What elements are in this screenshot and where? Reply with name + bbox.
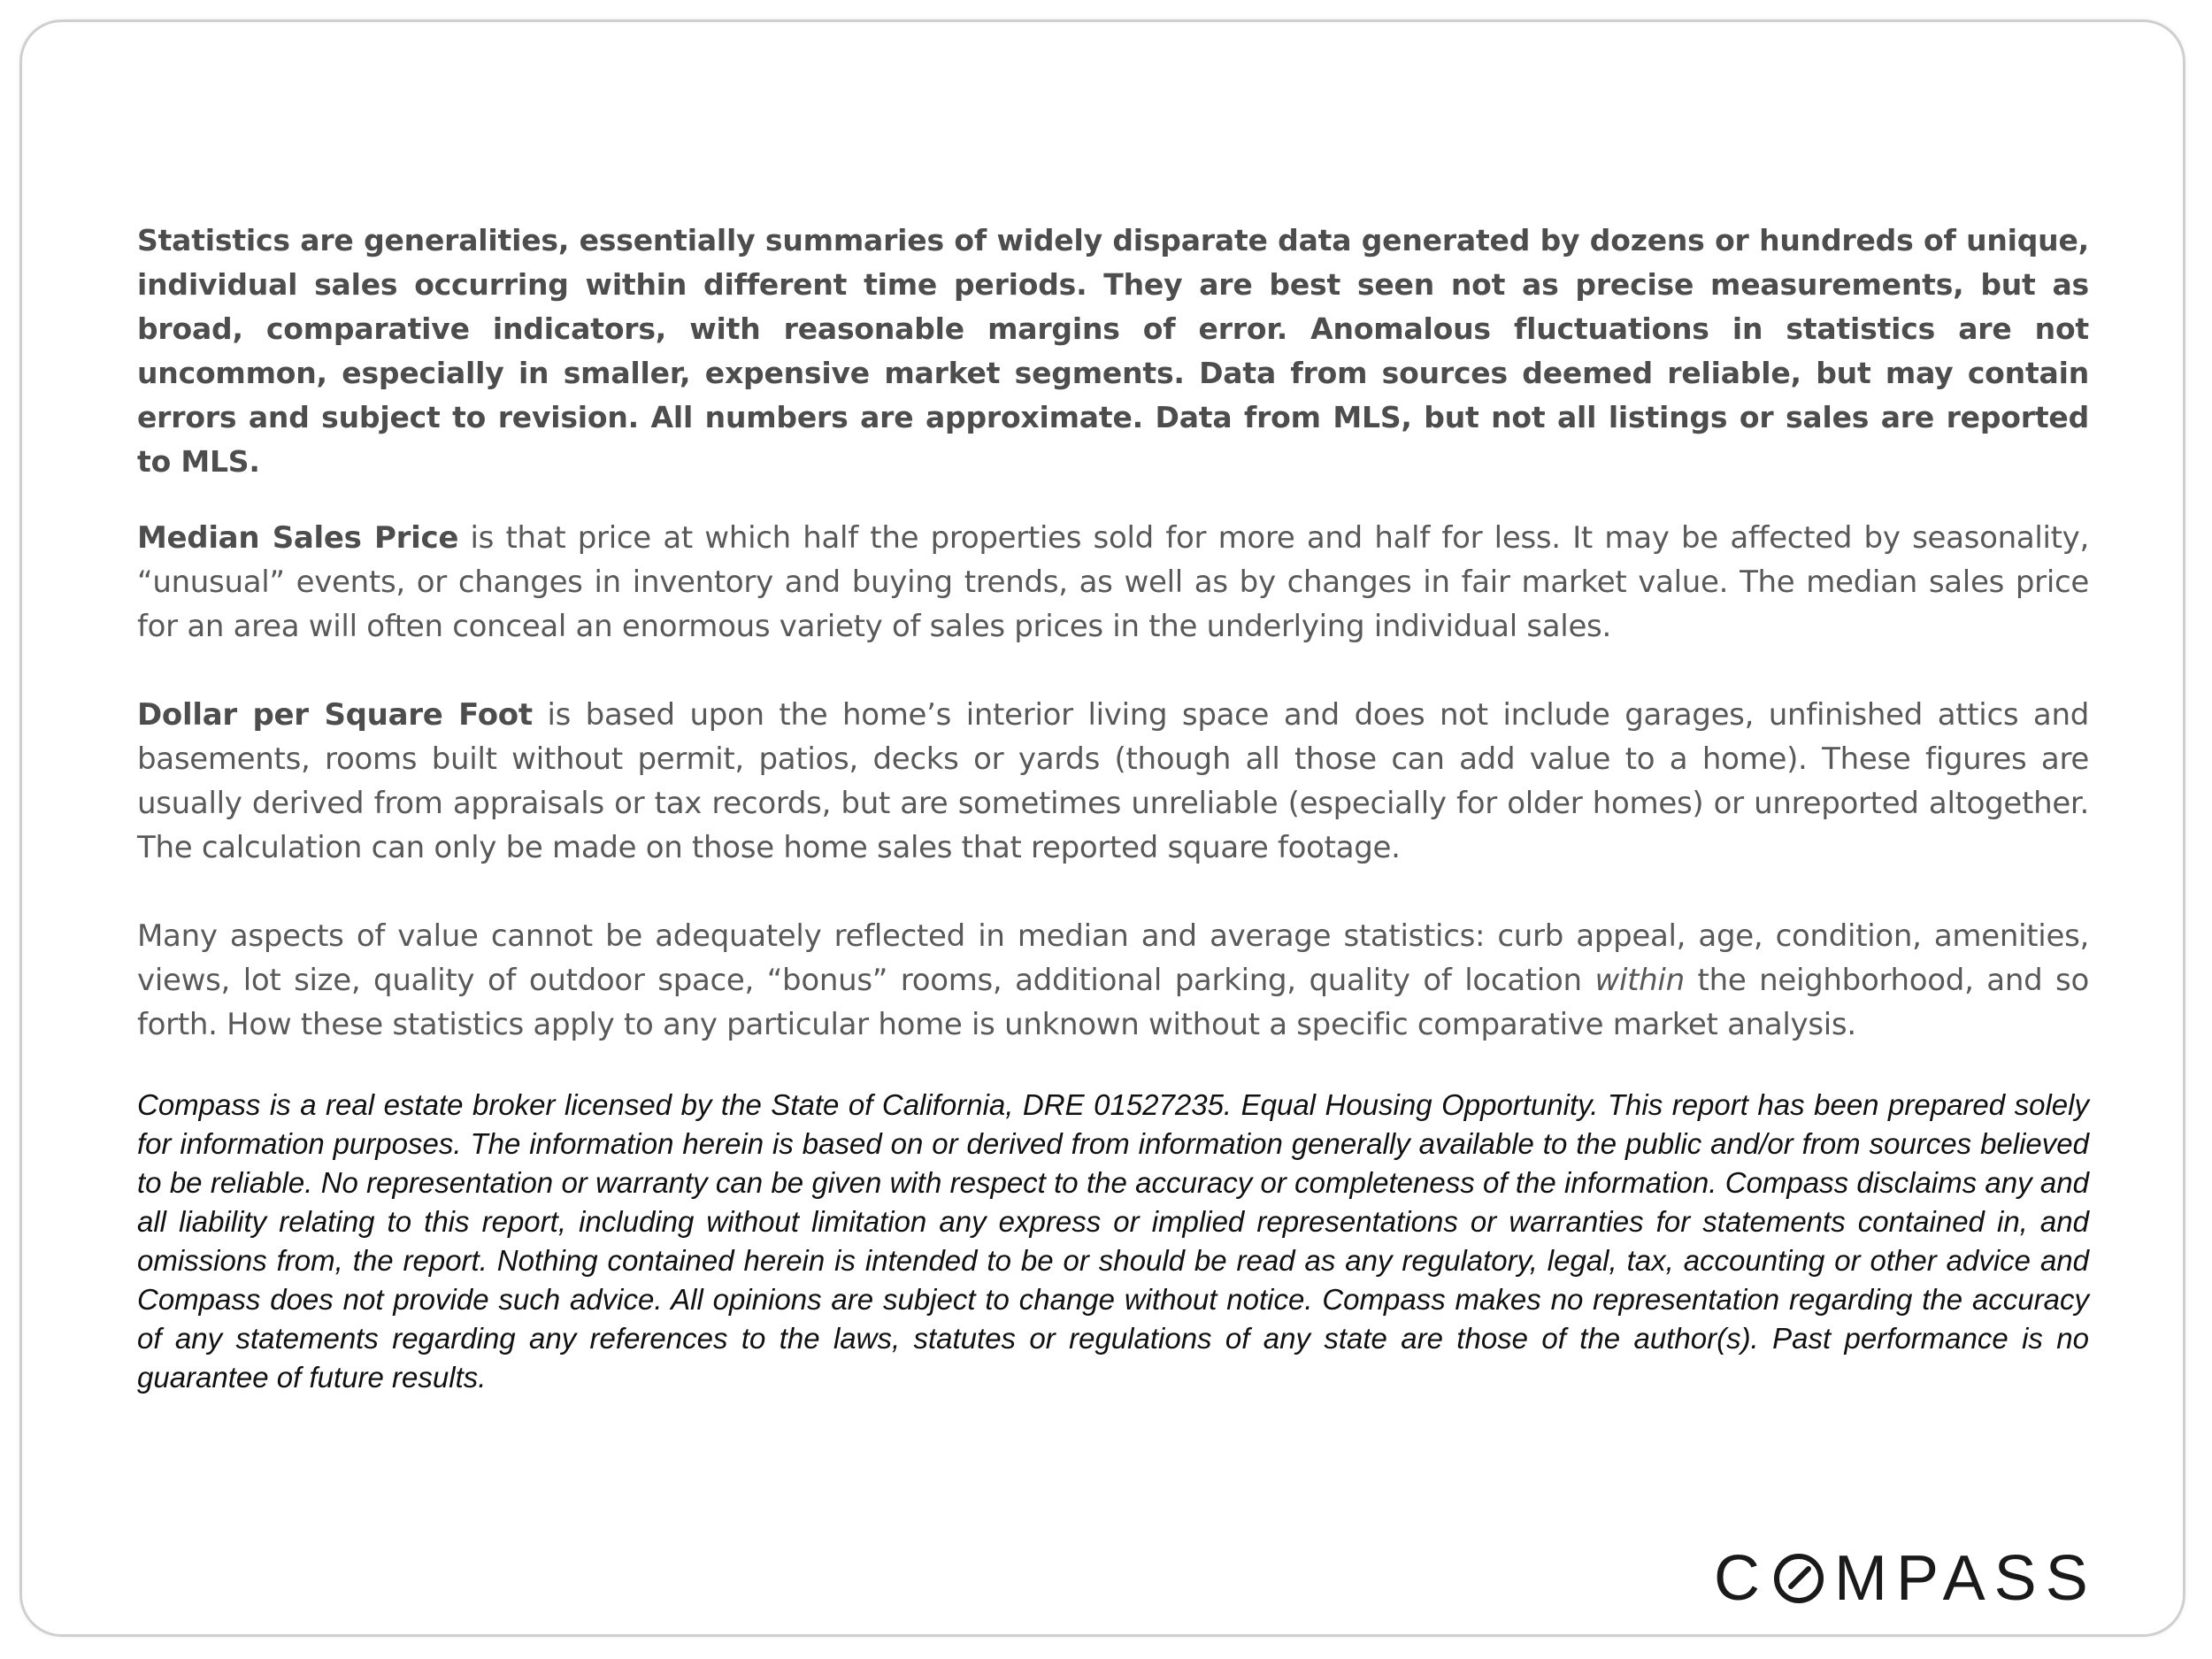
content-area — [137, 219, 2089, 1397]
dollar-per-sqft-term: Dollar per Square Foot — [137, 697, 533, 733]
legal-disclaimer: Compass is a real estate broker licensed by the State of California, DRE 01527235. Equal Housing Opportunity. This report has been prepared solely for information purposes. The information herein is based on or derived from information generally available to the public and/or from sources believed to be reliable. No representation or warranty can be given with respect to the accuracy or completeness of the information. Compass disclaims any and all liability relating to this report, including without limitation any express or implied representations or warranties for statements contained in, and omissions from, the report. Nothing contained herein is intended to be or should be read as any regulatory, legal, tax, accounting or other advice and Compass does not provide such advice. All opinions are subject to change without notice. Compass makes no representation regarding the accuracy of any statements regarding any references to the laws, statutes or regulations of any state are those of the author(s). Past performance is no guarantee of future results. — [137, 1088, 2089, 1394]
median-sales-price-text: is that price at which half the properties sold for more and half for less. It may be affected by seasonality, “unusual” events, or changes in inventory and buying trends, as well as by changes in fair market value. The median sales price for an area will often conceal an enormous variety of sales prices in the underlying individual sales. — [137, 520, 2090, 644]
compass-logo — [1714, 1543, 2097, 1614]
median-sales-price-term: Median Sales Price — [137, 520, 459, 556]
median-sales-price-paragraph — [137, 516, 2089, 649]
logo-letter-c: C — [1714, 1543, 1769, 1614]
slide-frame — [19, 19, 2185, 1637]
dollar-per-sqft-paragraph — [137, 693, 2089, 870]
compass-o-icon — [1772, 1552, 1825, 1605]
dollar-per-sqft-text: is based upon the home’s interior living space and does not include garages, unfinished attics and basements, rooms built without permit, patios, decks or yards (though all those can add value to a home). These figures are usually derived from appraisals or tax records, but are sometimes unreliable (especially for older homes) or unreported altogether. The calculation can only be made on those home sales that reported square footage. — [137, 697, 2089, 865]
value-aspects-emphasis: within — [1594, 963, 1685, 998]
logo-letters-rest: MPASS — [1834, 1543, 2097, 1614]
value-aspects-text-after: the neighborhood, and so forth. How these statistics apply to any particular home is unknown without a specific comparative market analysis. — [137, 963, 2089, 1042]
statistics-paragraph: Statistics are generalities, essentially summaries of widely disparate data generated by dozens or hundreds of unique, individual sales occurring within different time periods. They are best seen not as precise measurements, but as broad, comparative indicators, with reasonable margins of error. Anomalous fluctuations in statistics are not uncommon, especially in smaller, expensive market segments. Data from sources deemed reliable, but may contain errors and subject to revision. All numbers are approximate. Data from MLS, but not all listings or sales are reported to MLS. — [137, 223, 2089, 479]
value-aspects-paragraph — [137, 914, 2089, 1047]
value-aspects-text-before: Many aspects of value cannot be adequately reflected in median and average statistics: curb appeal, age, condition, amenities, views, lot size, quality of outdoor space, “bonus” rooms, additional parking, quality of location — [137, 918, 2089, 998]
